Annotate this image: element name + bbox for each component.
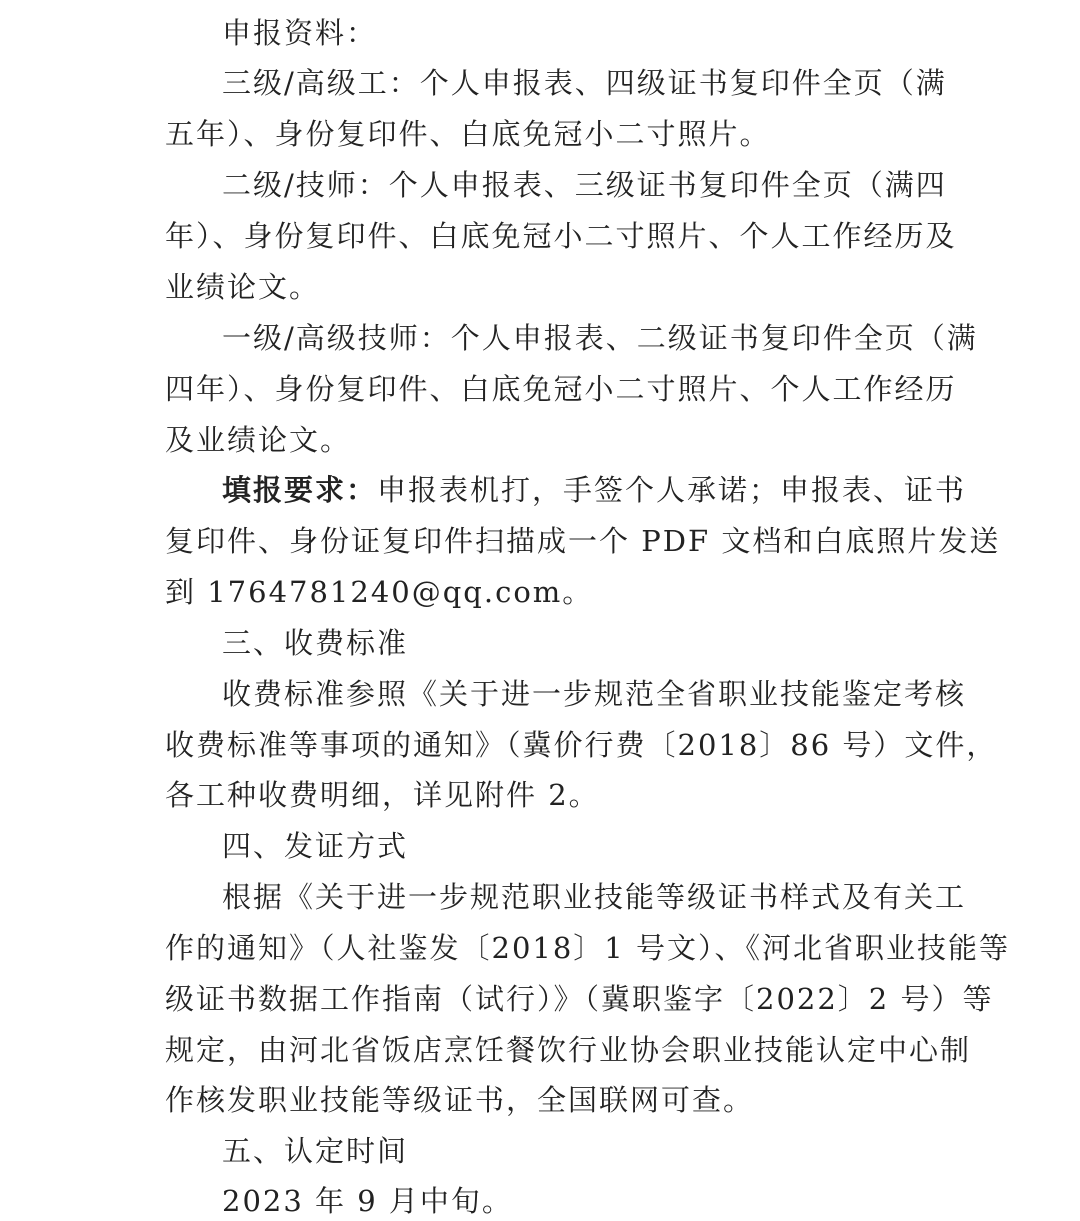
certificates-line-1: 根据《关于进一步规范职业技能等级证书样式及有关工 (222, 880, 967, 914)
certificates-line-2: 作的通知》（人社鉴发〔2018〕1 号文）、《河北省职业技能等 (165, 931, 1010, 965)
fill-requirements-line-2: 复印件、身份证复印件扫描成一个 PDF 文档和白底照片发送 (165, 524, 1001, 558)
timing-heading: 五、认定时间 (222, 1134, 409, 1168)
level2-line-1: 二级/技师：个人申报表、三级证书复印件全页（满四 (222, 168, 947, 202)
level3-line-1: 三级/高级工：个人申报表、四级证书复印件全页（满 (222, 66, 947, 100)
fill-requirements-line-3: 到 1764781240@qq.com。 (165, 575, 594, 609)
certificates-line-4: 规定，由河北省饭店烹饪餐饮行业协会职业技能认定中心制 (165, 1033, 972, 1067)
materials-heading: 申报资料： (222, 16, 378, 50)
level1-line-3: 及业绩论文。 (165, 423, 352, 457)
level2-line-2: 年）、身份复印件、白底免冠小二寸照片、个人工作经历及 (165, 219, 957, 253)
level2-line-3: 业绩论文。 (165, 270, 321, 304)
fees-heading: 三、收费标准 (222, 626, 409, 660)
certificates-heading: 四、发证方式 (222, 829, 409, 863)
fees-line-3: 各工种收费明细，详见附件 2。 (165, 778, 600, 812)
certificates-line-5: 作核发职业技能等级证书，全国联网可查。 (165, 1083, 755, 1117)
level1-line-2: 四年）、身份复印件、白底免冠小二寸照片、个人工作经历 (165, 372, 957, 406)
fill-requirements-text: 申报表机打，手签个人承诺；申报表、证书 (377, 473, 967, 507)
fees-line-2: 收费标准等事项的通知》（冀价行费〔2018〕86 号）文件， (165, 728, 998, 762)
fill-requirements-label: 填报要求： (222, 473, 378, 507)
fees-line-1: 收费标准参照《关于进一步规范全省职业技能鉴定考核 (222, 677, 967, 711)
certificates-line-3: 级证书数据工作指南（试行）》（冀职鉴字〔2022〕2 号）等 (165, 982, 994, 1016)
level1-line-1: 一级/高级技师：个人申报表、二级证书复印件全页（满 (222, 321, 978, 355)
level3-line-2: 五年）、身份复印件、白底免冠小二寸照片。 (165, 117, 771, 151)
fill-requirements-line-1 (222, 473, 966, 507)
timing-line-1: 2023 年 9 月中旬。 (222, 1184, 513, 1218)
